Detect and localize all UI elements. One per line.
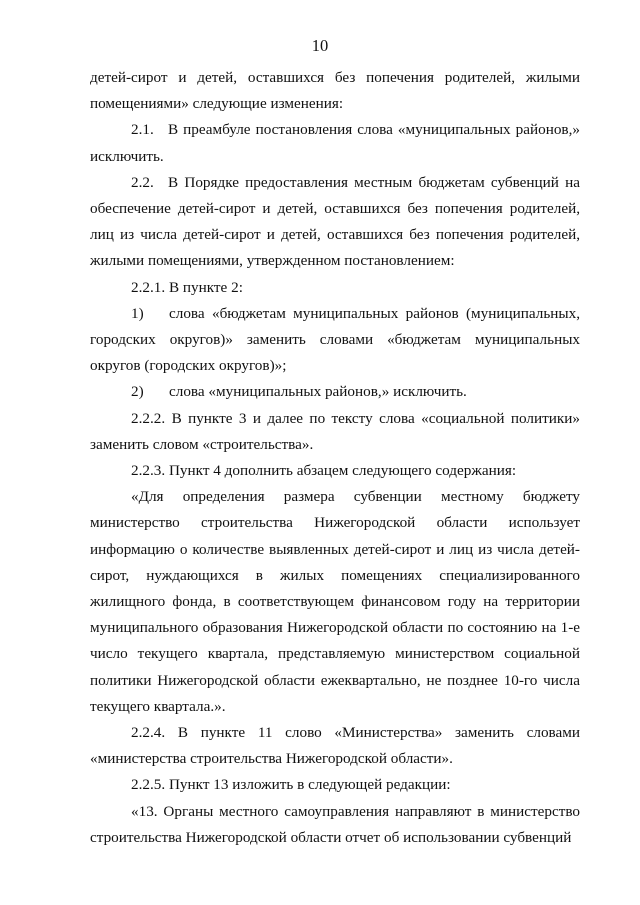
paragraph-2-2 xyxy=(90,170,580,275)
paragraph-2-2-2: 2.2.2. В пункте 3 и далее по тексту слова «социальной политики» заменить словом «строительства». xyxy=(90,409,580,453)
paragraph-2-2-1: 2.2.1. В пункте 2: xyxy=(131,278,243,296)
quoted-paragraph: «Для определения размера субвенции местному бюджету министерство строительства Нижегородской области использует информацию о количестве выявленных детей-сирот и лиц из числа детей-сирот, нуждающихся в жилых помещениях специализированного жилищного фонда, в соответствующем финансовом году на территории муниципального образования Нижегородской области по состоянию на 1-е число текущего квартала, представляемую министерством социальной политики Нижегородской области ежеквартально, не позднее 10-го числа текущего квартала.». xyxy=(90,488,580,715)
page-number: 10 xyxy=(311,36,329,55)
paragraph-number: 2.2. xyxy=(131,173,154,191)
paragraph-number: 2.1. xyxy=(131,121,154,139)
paragraph-2-1 xyxy=(90,117,580,169)
quoted-paragraph-13: «13. Органы местного самоуправления направляют в министерство строительства Нижегородской области отчет об использовании субвенций xyxy=(90,802,580,846)
paragraph-text: В Порядке предоставления местным бюджетам субвенций на обеспечение детей-сирот и детей, оставшихся без попечения родителей, лиц из числа детей-сирот и детей, оставшихся без попечения родителей, жилыми помещениями, утвержденном постановлением: xyxy=(90,173,580,270)
paragraph-2-2-3: 2.2.3. Пункт 4 дополнить абзацем следующего содержания: xyxy=(131,462,517,480)
list-item-text: слова «муниципальных районов,» исключить. xyxy=(169,383,467,401)
list-item-1 xyxy=(90,301,580,380)
paragraph-2-2-5: 2.2.5. Пункт 13 изложить в следующей редакции: xyxy=(131,776,451,794)
paragraph-continuation: детей-сирот и детей, оставшихся без попечения родителей, жилыми помещениями» следующие изменения: xyxy=(90,69,580,113)
paragraph-2-2-4: 2.2.4. В пункте 11 слово «Министерства» заменить словами «министерства строительства Нижегородской области». xyxy=(90,724,580,768)
list-item-text: слова «бюджетам муниципальных районов (муниципальных, городских округов)» заменить словами «бюджетам муниципальных округов (городских округов)»; xyxy=(90,304,580,375)
list-item-number: 2) xyxy=(131,383,144,401)
paragraph-text: В преамбуле постановления слова «муниципальных районов,» исключить. xyxy=(90,121,580,165)
list-item-2 xyxy=(90,379,580,405)
document-body xyxy=(90,65,580,851)
list-item-number: 1) xyxy=(131,304,144,322)
